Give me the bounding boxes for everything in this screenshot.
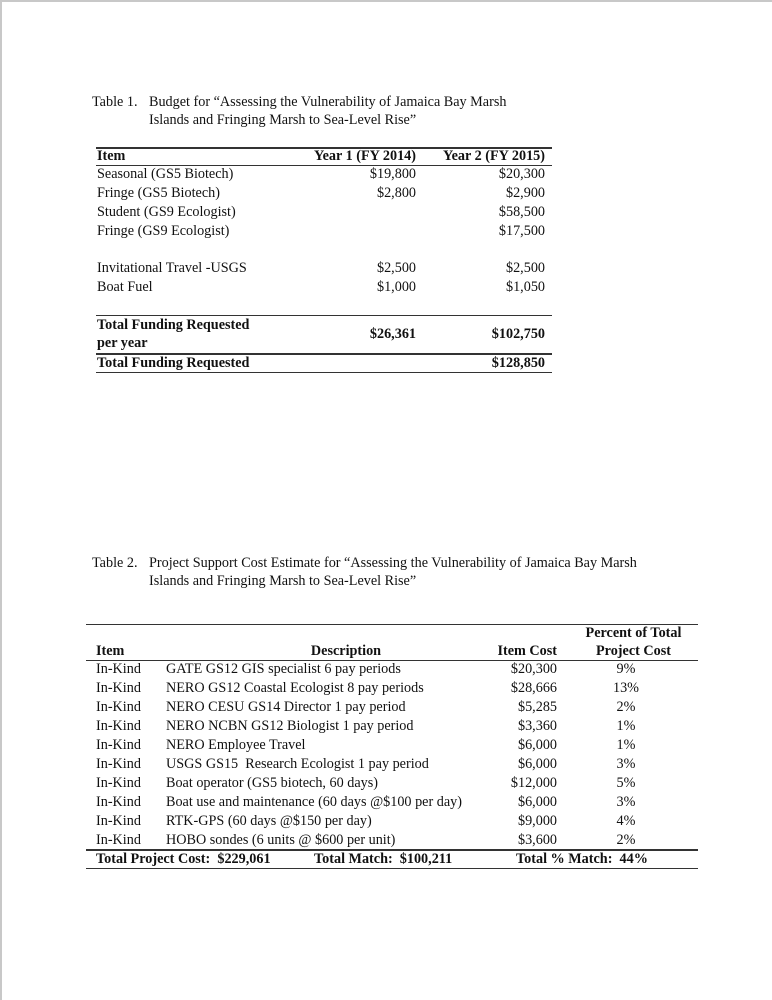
row-description: USGS GS15 Research Ecologist 1 pay period [166,756,429,772]
table-row [86,755,698,774]
row-cost: $6,000 [517,756,557,772]
table-row [96,184,552,203]
row-percent: 13% [612,680,639,696]
table2-header-percent [576,624,691,660]
row-cost: $20,300 [510,661,557,677]
table2-header-row [86,624,698,660]
table2-header-percent-line2: Project Cost [596,643,671,659]
row-cost: $28,666 [510,680,557,696]
row-description: NERO Employee Travel [166,737,306,753]
table-row [86,698,698,717]
row-year2: $17,500 [498,223,545,239]
row-cost: $6,000 [517,737,557,753]
total-match: Total Match: $100,211 [314,851,453,867]
row-item: Invitational Travel -USGS [97,260,247,276]
table-row [86,812,698,831]
table2-caption-line1: Project Support Cost Estimate for “Assessing the Vulnerability of Jamaica Bay Marsh [149,555,637,571]
row-item: In-Kind [96,718,141,734]
row-item: Fringe (GS9 Ecologist) [97,223,230,239]
table-row [86,774,698,793]
row-year1: $2,800 [376,185,416,201]
table1-bottom-rule [96,372,552,373]
table2-caption-label: Table 2. [92,555,138,571]
table-row [96,259,552,278]
total-per-year-row [96,325,552,344]
row-year1: $2,500 [376,260,416,276]
row-description: Boat operator (GS5 biotech, 60 days) [166,775,378,791]
table-row [86,736,698,755]
grand-total-label: Total Funding Requested [97,355,250,371]
row-item: In-Kind [96,737,141,753]
row-item: Student (GS9 Ecologist) [97,204,236,220]
row-cost: $5,285 [517,699,557,715]
table1-header-year2: Year 2 (FY 2015) [442,148,545,164]
grand-total-value: $128,850 [491,355,545,371]
table1-header-year1: Year 1 (FY 2014) [313,148,416,164]
table2-caption-line2: Islands and Fringing Marsh to Sea-Level Rise” [149,573,417,589]
row-item: Fringe (GS5 Biotech) [97,185,220,201]
table2-bottom-rule [86,868,698,869]
row-percent: 9% [616,661,636,677]
table-row [86,831,698,850]
table1-caption [92,93,506,129]
row-year1: $1,000 [376,279,416,295]
row-description: RTK-GPS (60 days @$150 per day) [166,813,372,829]
row-item: Seasonal (GS5 Biotech) [97,166,234,182]
table2-header-percent-line1: Percent of Total [585,625,682,641]
row-item: In-Kind [96,832,141,848]
row-item: In-Kind [96,775,141,791]
table1-header-item: Item [97,148,126,164]
row-percent: 5% [616,775,636,791]
table2-caption [92,554,637,590]
total-per-year-label-line2: per year [97,335,148,351]
row-year2: $20,300 [498,166,545,182]
row-item: In-Kind [96,756,141,772]
table2-header-item-cost: Item Cost [497,643,557,659]
total-project-cost: Total Project Cost: $229,061 [96,851,271,867]
table-row [86,660,698,679]
row-description: NERO GS12 Coastal Ecologist 8 pay periods [166,680,424,696]
row-percent: 2% [616,699,636,715]
row-description: NERO NCBN GS12 Biologist 1 pay period [166,718,414,734]
row-cost: $3,600 [517,832,557,848]
row-item: In-Kind [96,699,141,715]
table-row [96,278,552,297]
table1-caption-line2: Islands and Fringing Marsh to Sea-Level Rise” [149,112,417,128]
total-per-year-label-line1: Total Funding Requested [97,317,250,333]
row-year2: $58,500 [498,204,545,220]
row-year2: $2,500 [505,260,545,276]
table-row [96,165,552,184]
row-year2: $2,900 [505,185,545,201]
row-item: Boat Fuel [97,279,153,295]
row-description: GATE GS12 GIS specialist 6 pay periods [166,661,401,677]
total-per-year-year1: $26,361 [369,326,416,342]
row-cost: $9,000 [517,813,557,829]
row-year1: $19,800 [369,166,416,182]
row-item: In-Kind [96,680,141,696]
row-percent: 1% [616,737,636,753]
table-row [86,793,698,812]
row-item: In-Kind [96,661,141,677]
row-percent: 1% [616,718,636,734]
table2-header-description: Description [310,643,382,659]
table-row [96,222,552,241]
table2-header-item: Item [96,643,125,659]
row-description: HOBO sondes (6 units @ $600 per unit) [166,832,396,848]
row-percent: 2% [616,832,636,848]
row-description: Boat use and maintenance (60 days @$100 per day) [166,794,462,810]
row-cost: $12,000 [510,775,557,791]
table1-caption-label: Table 1. [92,94,138,110]
total-percent-match: Total % Match: 44% [516,851,648,867]
total-per-year-year2: $102,750 [491,326,545,342]
table2-footer-row [86,850,698,869]
table-row [86,717,698,736]
row-year2: $1,050 [505,279,545,295]
row-description: NERO CESU GS14 Director 1 pay period [166,699,406,715]
table-row [96,203,552,222]
row-item: In-Kind [96,794,141,810]
table1-header-row [96,147,552,166]
table1-caption-line1: Budget for “Assessing the Vulnerability of Jamaica Bay Marsh [149,94,507,110]
row-item: In-Kind [96,813,141,829]
row-percent: 3% [616,794,636,810]
row-cost: $6,000 [517,794,557,810]
row-cost: $3,360 [517,718,557,734]
row-percent: 4% [616,813,636,829]
row-percent: 3% [616,756,636,772]
grand-total-row [96,354,552,373]
table-row [86,679,698,698]
